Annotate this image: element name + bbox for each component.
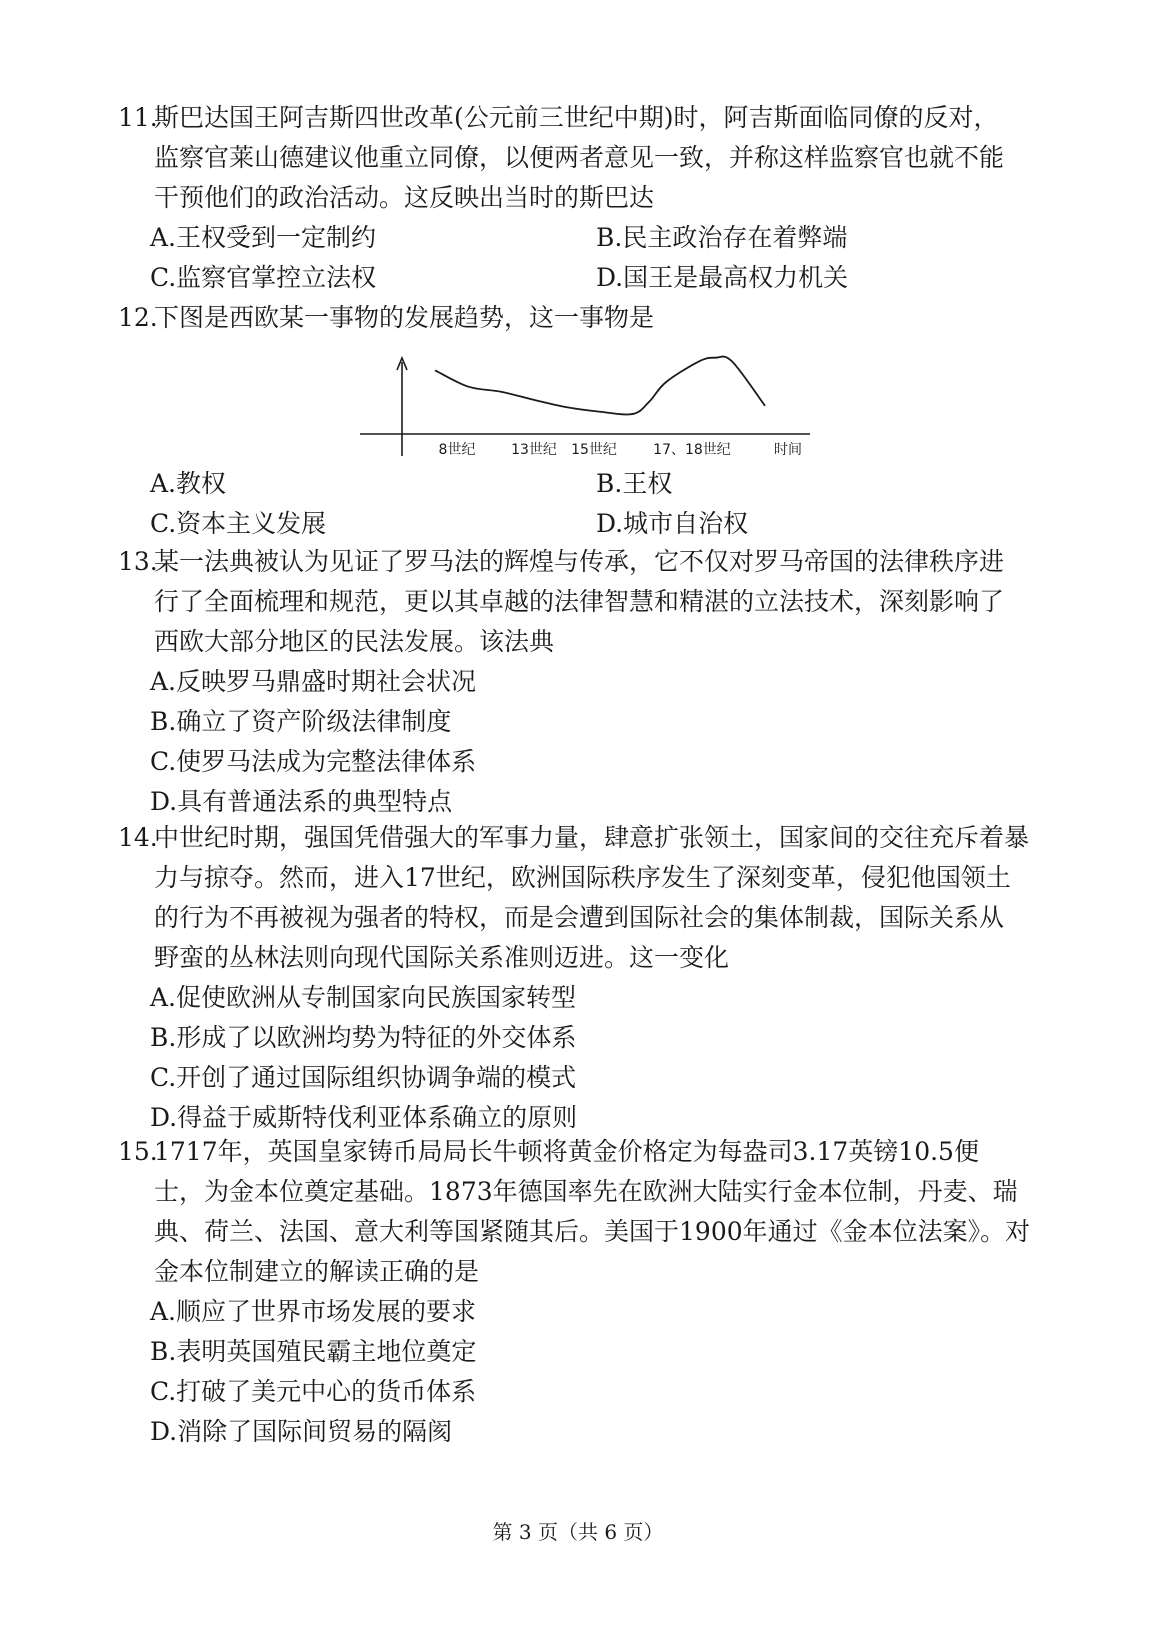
- question-stem-line: 干预他们的政治活动。这反映出当时的斯巴达: [154, 183, 655, 212]
- option-a[interactable]: A.王权受到一定制约: [150, 223, 377, 252]
- question-12: [118, 298, 1078, 338]
- question-stem-line: 力与掠夺。然而，进入17世纪，欧洲国际秩序发生了深刻变革，侵犯他国领土: [154, 863, 1011, 892]
- option-d[interactable]: D.具有普通法系的典型特点: [150, 787, 453, 816]
- option-a[interactable]: A.促使欧洲从专制国家向民族国家转型: [150, 983, 577, 1012]
- option-c[interactable]: C.开创了通过国际组织协调争端的模式: [150, 1063, 577, 1092]
- trend-line: [435, 357, 765, 415]
- question-number: 11.: [118, 103, 158, 132]
- x-tick-label: 15世纪: [571, 442, 617, 458]
- option-b[interactable]: B.王权: [596, 469, 673, 498]
- question-12-options: [118, 464, 1078, 544]
- question-stem-line: 士，为金本位奠定基础。1873年德国率先在欧洲大陆实行金本位制，丹麦、瑞: [154, 1177, 1018, 1206]
- question-stem-line: 的行为不再被视为强者的特权，而是会遭到国际社会的集体制裁，国际关系从: [154, 903, 1005, 932]
- question-stem-line: 行了全面梳理和规范，更以其卓越的法律智慧和精湛的立法技术，深刻影响了: [154, 587, 1005, 616]
- option-c[interactable]: C.监察官掌控立法权: [150, 263, 377, 292]
- options: [150, 218, 1078, 298]
- option-a[interactable]: A.教权: [150, 469, 227, 498]
- option-a[interactable]: A.反映罗马鼎盛时期社会状况: [150, 667, 477, 696]
- option-d[interactable]: D.城市自治权: [596, 509, 749, 538]
- option-b[interactable]: B.确立了资产阶级法律制度: [150, 707, 452, 736]
- question-stem-line: 监察官莱山德建议他重立同僚，以便两者意见一致，并称这样监察官也就不能: [154, 143, 1005, 172]
- option-a[interactable]: A.顺应了世界市场发展的要求: [150, 1297, 477, 1326]
- option-c[interactable]: C.打破了美元中心的货币体系: [150, 1377, 477, 1406]
- option-b[interactable]: B.形成了以欧洲均势为特征的外交体系: [150, 1023, 577, 1052]
- option-c[interactable]: C.资本主义发展: [150, 509, 327, 538]
- option-d[interactable]: D.消除了国际间贸易的隔阂: [150, 1417, 453, 1446]
- trend-chart: [360, 350, 820, 480]
- question-stem-line: 斯巴达国王阿吉斯四世改革(公元前三世纪中期)时，阿吉斯面临同僚的反对，: [154, 103, 999, 132]
- x-tick-label: 13世纪: [511, 442, 557, 458]
- question-stem-line: 1717年，英国皇家铸币局局长牛顿将黄金价格定为每盎司3.17英镑10.5便: [154, 1137, 979, 1166]
- question-stem-line: 某一法典被认为见证了罗马法的辉煌与传承，它不仅对罗马帝国的法律秩序进: [154, 547, 1005, 576]
- question-stem-line: 西欧大部分地区的民法发展。该法典: [154, 627, 555, 656]
- options: [150, 1292, 1078, 1452]
- question-11: [118, 98, 1078, 298]
- question-stem-line: 野蛮的丛林法则向现代国际关系准则迈进。这一变化: [154, 943, 730, 972]
- question-15: [118, 1132, 1078, 1452]
- question-number: 15.: [118, 1137, 158, 1166]
- page-footer: 第 3 页（共 6 页）: [492, 1520, 664, 1544]
- question-number: 13.: [118, 547, 158, 576]
- options: [150, 662, 1078, 822]
- question-number: 14.: [118, 823, 158, 852]
- question-stem-line: 中世纪时期，强国凭借强大的军事力量，肆意扩张领土，国家间的交往充斥着暴: [154, 823, 1030, 852]
- question-14: [118, 818, 1078, 1138]
- options: [150, 464, 1078, 544]
- option-c[interactable]: C.使罗马法成为完整法律体系: [150, 747, 477, 776]
- options: [150, 978, 1078, 1138]
- x-axis-label: 时间: [774, 442, 802, 458]
- x-tick-label: 8世纪: [438, 442, 476, 458]
- question-13: [118, 542, 1078, 822]
- option-b[interactable]: B.民主政治存在着弊端: [596, 223, 848, 252]
- question-stem-line: 金本位制建立的解读正确的是: [154, 1257, 480, 1286]
- x-tick-label: 17、18世纪: [653, 442, 731, 458]
- option-d[interactable]: D.得益于威斯特伐利亚体系确立的原则: [150, 1103, 578, 1132]
- option-d[interactable]: D.国王是最高权力机关: [596, 263, 849, 292]
- question-stem-line: 典、荷兰、法国、意大利等国紧随其后。美国于1900年通过《金本位法案》。对: [154, 1217, 1031, 1246]
- question-number: 12.: [118, 303, 158, 332]
- question-stem-line: 下图是西欧某一事物的发展趋势，这一事物是: [154, 303, 655, 332]
- option-b[interactable]: B.表明英国殖民霸主地位奠定: [150, 1337, 477, 1366]
